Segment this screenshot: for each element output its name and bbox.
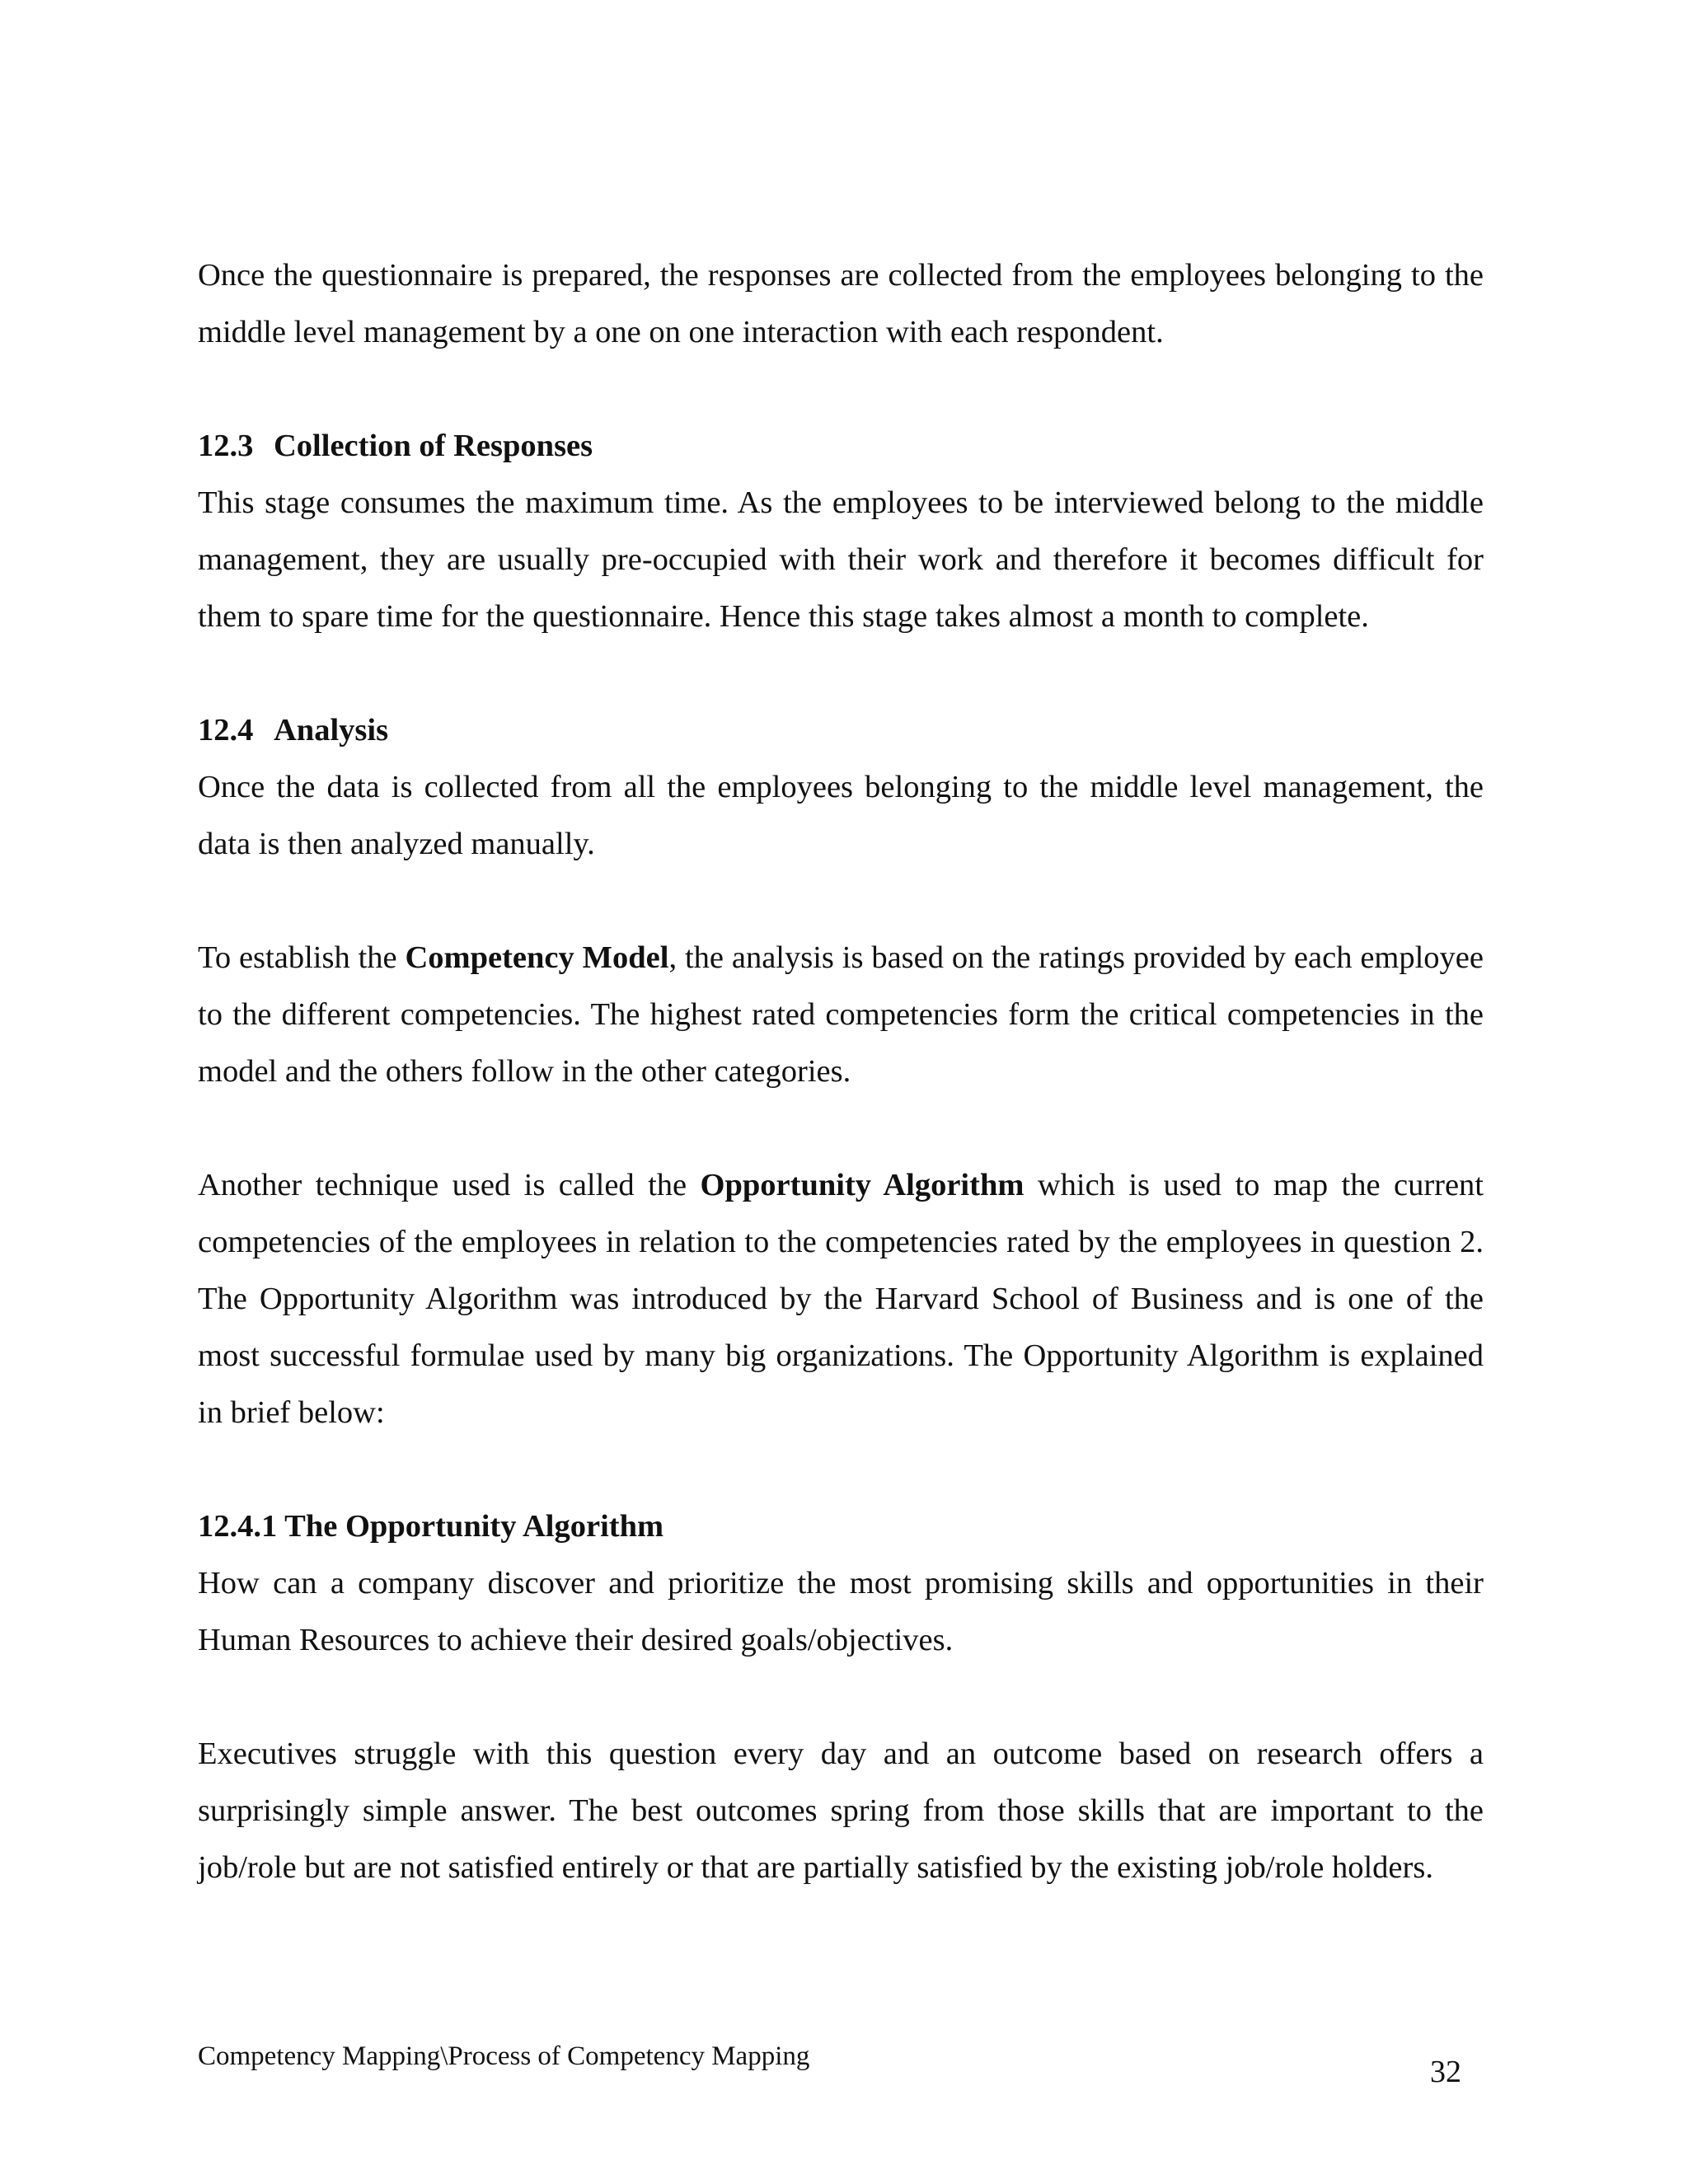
spacer (198, 361, 1484, 418)
section-title: Collection of Responses (274, 429, 593, 463)
section-heading-12-3 (198, 418, 1484, 475)
competency-model-paragraph (198, 930, 1484, 1100)
bold-term: Competency Model (405, 940, 669, 975)
executives-paragraph: Executives struggle with this question every day and an outcome based on research offers a surprisingly simple answer. The best outcomes spring from those skills that are important to the job/role but are not satisfied entirely or that are partially satisfied by the existing job/role holders. (198, 1736, 1484, 1885)
text-run: Another technique used is called the (198, 1168, 701, 1202)
text-run: , the analysis is based on the ratings provided by each employee to the different competencies. The highest rated competencies form the critical competencies in the model and the others follow in the other categories. (198, 940, 1484, 1089)
spacer (198, 873, 1484, 930)
section-number: 12.3 (198, 429, 254, 463)
intro-paragraph: Once the questionnaire is prepared, the responses are collected from the employees belonging to the middle level management by a one on one interaction with each respondent. (198, 258, 1484, 349)
footer-breadcrumb: Competency Mapping\Process of Competency Mapping (198, 2041, 810, 2071)
spacer (198, 1669, 1484, 1726)
text-run: which is used to map the current competencies of the employees in relation to the competencies rated by the employees in question 2. The Opportunity Algorithm was introduced by the Harvard School of Business and is one of the most successful formulae used by many big organizations. The Opportunity Algorithm is explained in brief below: (198, 1168, 1484, 1430)
section-title: Analysis (274, 713, 389, 748)
page-number: 32 (1430, 2055, 1461, 2089)
collection-paragraph: This stage consumes the maximum time. As the employees to be interviewed belong to the middle management, they are usually pre-occupied with their work and therefore it becomes difficult for them to spare time for the questionnaire. Hence this stage takes almost a month to complete. (198, 485, 1484, 634)
spacer (198, 645, 1484, 702)
question-paragraph: How can a company discover and prioritize the most promising skills and opportunities in their Human Resources to achieve their desired goals/objectives. (198, 1566, 1484, 1657)
bold-term: Opportunity Algorithm (700, 1168, 1025, 1202)
analysis-paragraph: Once the data is collected from all the employees belonging to the middle level management, the data is then analyzed manually. (198, 770, 1484, 861)
section-number: 12.4 (198, 713, 254, 748)
spacer (198, 1100, 1484, 1157)
opportunity-algorithm-paragraph (198, 1157, 1484, 1441)
page-content (198, 247, 1484, 1896)
text-run: To establish the (198, 940, 406, 975)
section-heading-12-4-1: 12.4.1 The Opportunity Algorithm (198, 1509, 664, 1544)
section-heading-12-4 (198, 702, 1484, 759)
spacer (198, 1441, 1484, 1498)
